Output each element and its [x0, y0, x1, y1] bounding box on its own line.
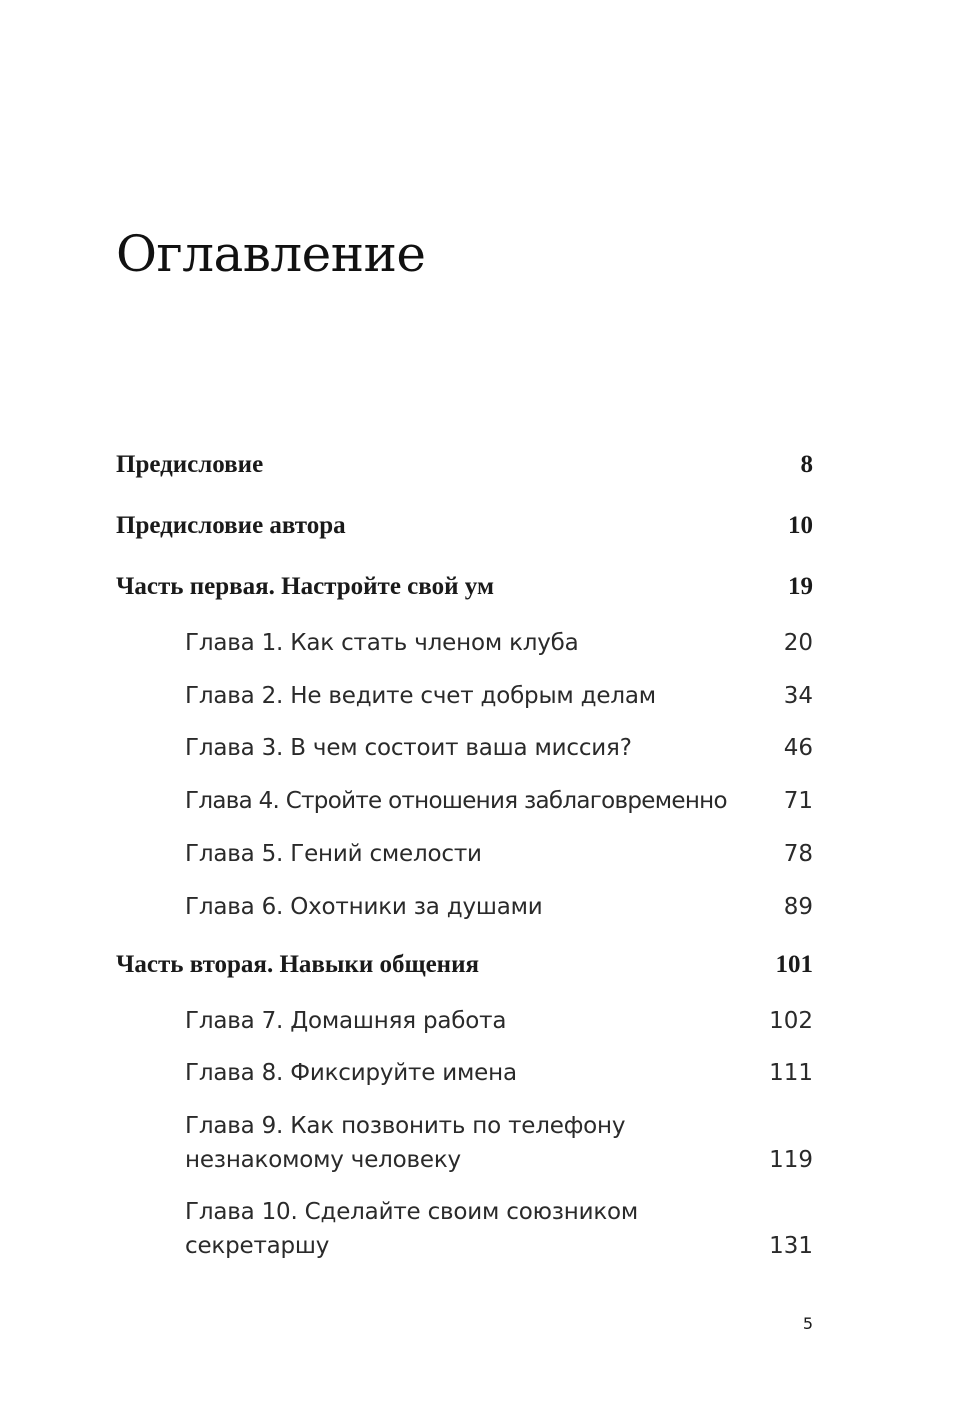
toc-entry-label: Предисловие автора — [116, 512, 346, 539]
toc-part-page: 19 — [788, 573, 813, 600]
toc-chapter-page: 111 — [769, 1060, 813, 1086]
toc-chapter-label: Глава 5. Гений смелости — [185, 841, 482, 867]
toc-chapter-label: Глава 6. Охотники за душами — [185, 894, 543, 920]
toc-chapter-label: Глава 1. Как стать членом клуба — [185, 630, 579, 656]
toc-chapter-label: Глава 8. Фиксируйте имена — [185, 1060, 517, 1086]
toc-chapter-page: 119 — [769, 1147, 813, 1173]
toc-entry-page: 8 — [800, 451, 813, 478]
toc-chapter-label: Глава 2. Не ведите счет добрым делам — [185, 683, 656, 709]
toc-part-label: Часть вторая. Навыки общения — [116, 951, 480, 978]
toc-part-page: 101 — [775, 951, 813, 978]
page-title: Оглавление — [116, 225, 426, 283]
toc-chapter-page: 71 — [783, 788, 813, 814]
toc-chapter-page: 78 — [783, 841, 813, 867]
toc-chapter-label: Глава 10. Сделайте своим союзником секретаршу — [185, 1199, 639, 1259]
toc-chapter-label: Глава 9. Как позвонить по телефону незнакомому человеку — [185, 1113, 626, 1173]
toc-chapter-page: 102 — [769, 1008, 813, 1034]
page-number: 5 — [802, 1314, 813, 1333]
toc-chapter-page: 131 — [769, 1233, 813, 1259]
toc-chapter-label: Глава 7. Домашняя работа — [185, 1008, 507, 1034]
toc-chapter-page: 89 — [783, 894, 813, 920]
toc-entry-label: Предисловие — [116, 451, 264, 478]
toc-chapter-page: 34 — [783, 683, 813, 709]
toc-chapter-label: Глава 3. В чем состоит ваша миссия? — [185, 735, 632, 761]
toc-entry-page: 10 — [788, 512, 813, 539]
toc-chapter-page: 46 — [783, 735, 813, 761]
toc-chapter-page: 20 — [783, 630, 813, 656]
toc-chapter-label: Глава 4. Стройте отношения заблаговременно — [185, 788, 727, 814]
toc-part-label: Часть первая. Настройте свой ум — [116, 573, 494, 600]
